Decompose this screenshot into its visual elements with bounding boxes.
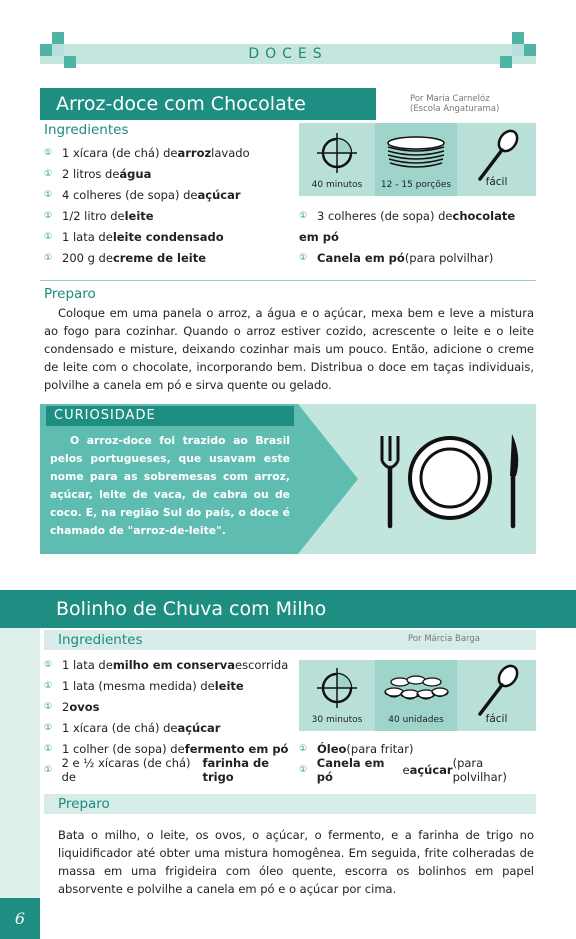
- recipe-title: Arroz-doce com Chocolate: [40, 88, 376, 120]
- curiosity-arrow: [298, 404, 358, 554]
- portions-label: 40 unidades: [388, 715, 444, 725]
- prep-heading: Preparo: [58, 796, 110, 812]
- ingredient-item: [44, 142, 294, 163]
- ingredient-text: (para fritar): [346, 741, 414, 756]
- author-school: (Escola Angaturama): [410, 104, 500, 114]
- time-cell: [299, 123, 375, 196]
- ingredient-text: 1 colher (de sopa) de: [62, 741, 185, 756]
- deco-square: [512, 32, 524, 44]
- curiosity-box: [40, 404, 536, 554]
- section-title: DOCES: [248, 46, 328, 62]
- ingredient-text: (para polvilhar): [452, 755, 507, 784]
- ingredients-heading: Ingredientes: [58, 632, 143, 648]
- deco-square: [52, 32, 64, 44]
- bullet-icon: ①: [44, 659, 53, 670]
- difficulty-label: fácil: [485, 713, 508, 725]
- ingredient-text: 1 lata de: [62, 657, 113, 672]
- ingredient-item: [44, 755, 300, 784]
- ingredient-item: [299, 247, 539, 268]
- bowls-icon: [382, 668, 450, 708]
- ingredient-name: leite: [214, 678, 244, 693]
- bullet-icon: ①: [44, 722, 53, 733]
- ingredient-text: 2 litros de: [62, 166, 120, 181]
- ingredient-item: [44, 184, 294, 205]
- ingredient-text: 4 colheres (de sopa) de: [62, 187, 198, 202]
- ingredient-text: 1 xícara (de chá) de: [62, 145, 178, 160]
- ingredient-item: [44, 205, 294, 226]
- recipe-info-box: [299, 123, 536, 196]
- ingredient-name: fermento em pó: [184, 741, 289, 756]
- clock-icon: [317, 668, 357, 708]
- ingredient-name: arroz: [177, 145, 212, 160]
- ingredient-name: milho em conserva: [112, 657, 236, 672]
- ingredient-text: 1 lata de: [62, 229, 113, 244]
- ingredient-name: chocolate: [452, 208, 516, 223]
- time-label: 30 minutos: [311, 715, 363, 725]
- ingredient-text: e: [402, 762, 410, 777]
- bullet-icon: ①: [44, 764, 53, 775]
- prep-heading: Preparo: [44, 286, 96, 302]
- recipe-author: [410, 94, 499, 114]
- ingredient-name: creme de leite: [112, 250, 207, 265]
- ingredient-text: 1 lata (mesma medida) de: [62, 678, 215, 693]
- ingredients-list: [44, 142, 294, 268]
- ingredient-text: 3 colheres (de sopa) de: [317, 208, 453, 223]
- bullet-icon: ①: [44, 210, 53, 221]
- ingredient-item: [299, 205, 539, 226]
- ingredient-name: Canela em pó: [316, 755, 385, 784]
- spoon-icon: [472, 664, 522, 720]
- curiosity-text: O arroz-doce foi trazido ao Brasil pelos portugueses, que usavam este nome para as sobremesas com arroz, açúcar, leite de vaca, de cabra ou de coco. E, na região Sul do país, o doce é chamado de "arroz-de-leite".: [50, 434, 290, 537]
- divider: [40, 280, 536, 281]
- ingredient-text: 2 e ½ xícaras (de chá) de: [61, 755, 191, 784]
- prep-band: [44, 794, 536, 814]
- difficulty-label: fácil: [485, 176, 508, 188]
- ingredient-name: água: [119, 166, 152, 181]
- ingredient-name: ovos: [69, 699, 100, 714]
- prep-text: Bata o milho, o leite, os ovos, o açúcar, o fermento, e a farinha de trigo no liquidificador até obter uma mistura homogênea. Em seguida, frite colheradas de massa em uma frigideira com óleo quente, escorra os bolinhos em papel absorvente e polvilhe a canela em pó e o açúcar por cima.: [58, 828, 534, 896]
- plates-icon: [384, 133, 448, 173]
- ingredient-item: [44, 717, 300, 738]
- ingredient-name: leite: [124, 208, 154, 223]
- ingredient-name: açúcar: [409, 762, 453, 777]
- ingredient-name: Canela em pó: [317, 250, 405, 265]
- page-number: 6: [0, 898, 40, 939]
- ingredient-item: [44, 247, 294, 268]
- recipe-title: Bolinho de Chuva com Milho: [40, 590, 576, 628]
- time-label: 40 minutos: [311, 180, 363, 190]
- bullet-icon: ①: [299, 764, 308, 775]
- prep-text: Coloque em uma panela o arroz, a água e o açúcar, mexa bem e leve a mistura ao fogo para cozinhar. Quando o arroz estiver cozido, acrescente o leite e o leite condensado e misture, deixando cozinhar mais um pouco. Então, adicione o creme de leite com o chocolate, incorporando bem. Distribua o doce em taças individuais, polvilhe a canela em pó e sirva quente ou gelado.: [44, 306, 534, 392]
- side-panel: [0, 628, 40, 939]
- ingredient-text: 1 xícara (de chá) de: [62, 720, 178, 735]
- bullet-icon: ①: [44, 680, 53, 691]
- ingredients-list-right: [299, 205, 539, 268]
- ingredient-text: 2: [62, 699, 70, 714]
- bullet-icon: ①: [44, 701, 53, 712]
- ingredients-heading: Ingredientes: [44, 122, 129, 138]
- bullet-icon: ①: [44, 189, 53, 200]
- recipe-info-box: [299, 660, 536, 731]
- bullet-icon: ①: [44, 252, 53, 263]
- ingredient-item: [44, 675, 300, 696]
- bullet-icon: ①: [44, 147, 53, 158]
- ingredient-item: [44, 226, 294, 247]
- ingredient-name: leite condensado: [112, 229, 224, 244]
- bullet-icon: ①: [299, 252, 308, 263]
- ingredient-name: Óleo: [317, 741, 347, 756]
- ingredient-text: (para polvilhar): [404, 250, 494, 265]
- ingredient-item: [299, 226, 539, 247]
- ingredient-name: em pó: [299, 229, 339, 244]
- bullet-icon: ①: [44, 168, 53, 179]
- ingredient-text: lavado: [211, 145, 250, 160]
- ingredients-list-right: [299, 738, 539, 784]
- ingredient-item: [44, 654, 300, 675]
- ingredient-text: 200 g de: [62, 250, 113, 265]
- ingredient-item: [299, 755, 539, 784]
- ingredient-item: [44, 696, 300, 717]
- author-name: Por Maria Carnelóz: [410, 94, 490, 104]
- ingredient-name: açúcar: [197, 187, 241, 202]
- portions-cell: [375, 660, 457, 731]
- portions-label: 12 - 15 porções: [380, 180, 452, 190]
- bullet-icon: ①: [299, 743, 308, 754]
- bullet-icon: ①: [44, 231, 53, 242]
- difficulty-cell: [457, 123, 536, 196]
- cutlery-icon: [370, 426, 530, 536]
- ingredients-list: [44, 654, 300, 784]
- curiosity-heading: CURIOSIDADE: [46, 406, 294, 426]
- ingredient-name: farinha de trigo: [202, 755, 269, 784]
- ingredient-name: açúcar: [177, 720, 221, 735]
- ingredient-text: 1/2 litro de: [62, 208, 125, 223]
- time-cell: [299, 660, 375, 731]
- ingredient-item: [44, 163, 294, 184]
- portions-cell: [375, 123, 457, 196]
- recipe-author: Por Márcia Barga: [408, 634, 481, 644]
- difficulty-cell: [457, 660, 536, 731]
- bullet-icon: ①: [299, 210, 308, 221]
- ingredient-text: escorrida: [235, 657, 289, 672]
- clock-icon: [317, 133, 357, 173]
- bullet-icon: ①: [44, 743, 53, 754]
